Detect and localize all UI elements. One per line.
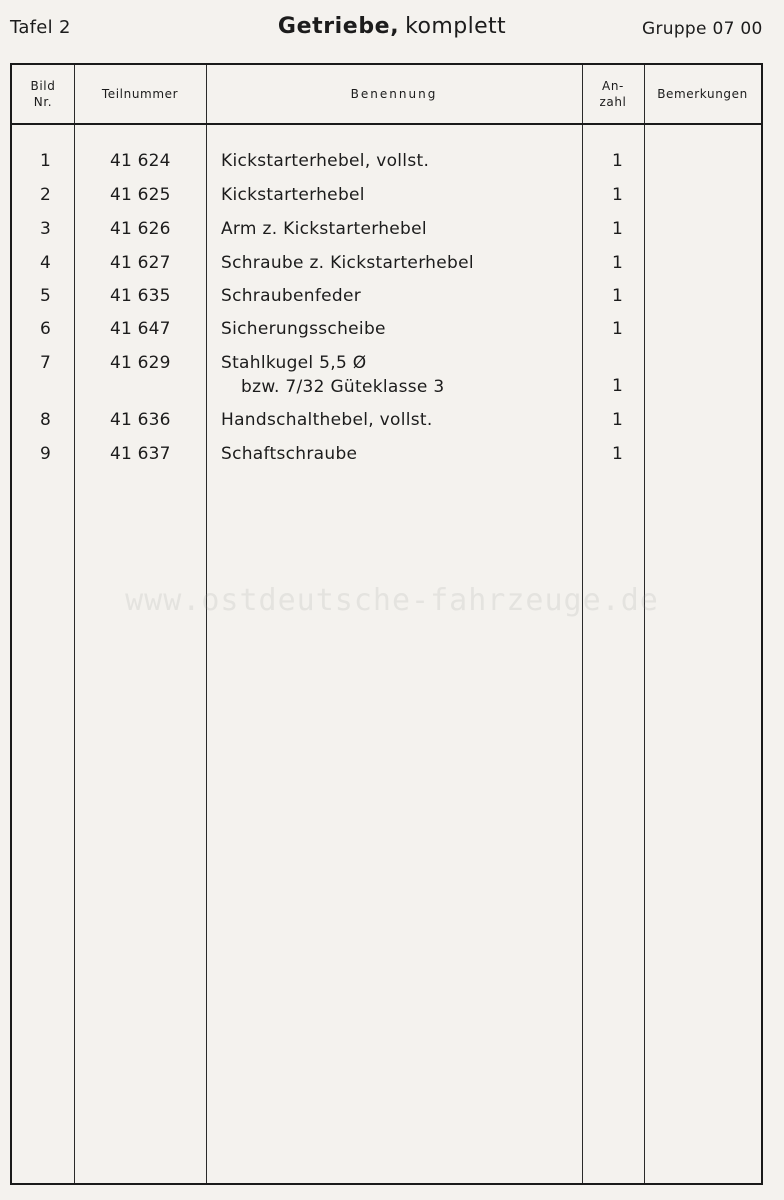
teilnummer: 41 626 [110, 219, 171, 239]
bild-nr: 5 [40, 286, 51, 306]
anzahl: 1 [612, 410, 623, 430]
benennung-line2: bzw. 7/32 Güteklasse 3 [241, 377, 445, 397]
teilnummer: 41 635 [110, 286, 171, 306]
divider-bild [74, 65, 75, 1183]
anzahl: 1 [612, 444, 623, 464]
col-header-bild-line1: Bild [30, 79, 56, 93]
bild-nr: 4 [40, 253, 51, 273]
bild-nr: 9 [40, 444, 51, 464]
bild-nr: 1 [40, 151, 51, 171]
anzahl: 1 [612, 185, 623, 205]
teilnummer: 41 629 [110, 353, 171, 373]
col-header-anzahl-line2: zahl [599, 95, 627, 109]
anzahl: 1 [612, 376, 623, 396]
teilnummer: 41 625 [110, 185, 171, 205]
page-label: Tafel 2 [10, 17, 71, 38]
bild-nr: 6 [40, 319, 51, 339]
col-header-bemerkungen: Bemerkungen [657, 87, 748, 101]
parts-table [10, 63, 763, 1185]
header-rule [12, 123, 761, 125]
col-header-teilnummer: Teilnummer [101, 87, 179, 101]
col-header-bild [12, 65, 74, 123]
benennung: Kickstarterhebel [221, 185, 365, 205]
bild-nr: 8 [40, 410, 51, 430]
bild-nr: 3 [40, 219, 51, 239]
col-header-anzahl [582, 65, 644, 123]
group-label: Gruppe 07 00 [642, 19, 763, 39]
teilnummer: 41 647 [110, 319, 171, 339]
benennung: Kickstarterhebel, vollst. [221, 151, 430, 171]
benennung: Handschalthebel, vollst. [221, 410, 433, 430]
bild-nr: 2 [40, 185, 51, 205]
divider-teilnummer [206, 65, 207, 1183]
divider-anzahl [644, 65, 645, 1183]
benennung: Schraube z. Kickstarterhebel [221, 253, 474, 273]
benennung: Schaftschraube [221, 444, 358, 464]
teilnummer: 41 637 [110, 444, 171, 464]
col-header-benennung: Benennung [350, 87, 438, 101]
title-sub: komplett [405, 14, 507, 39]
benennung-line1: Stahlkugel 5,5 Ø [221, 353, 367, 373]
bild-nr: 7 [40, 353, 51, 373]
watermark: www.ostdeutsche-fahrzeuge.de [125, 583, 659, 618]
benennung: Sicherungsscheibe [221, 319, 386, 339]
anzahl: 1 [612, 219, 623, 239]
col-header-bild-line2: Nr. [33, 95, 53, 109]
benennung: Schraubenfeder [221, 286, 362, 306]
title-main: Getriebe, [277, 14, 400, 39]
teilnummer: 41 627 [110, 253, 171, 273]
anzahl: 1 [612, 286, 623, 306]
benennung [221, 353, 445, 397]
col-header-anzahl-line1: An- [602, 79, 624, 93]
anzahl: 1 [612, 253, 623, 273]
teilnummer: 41 624 [110, 151, 171, 171]
anzahl: 1 [612, 319, 623, 339]
teilnummer: 41 636 [110, 410, 171, 430]
benennung: Arm z. Kickstarterhebel [221, 219, 427, 239]
anzahl: 1 [612, 151, 623, 171]
divider-benennung [582, 65, 583, 1183]
